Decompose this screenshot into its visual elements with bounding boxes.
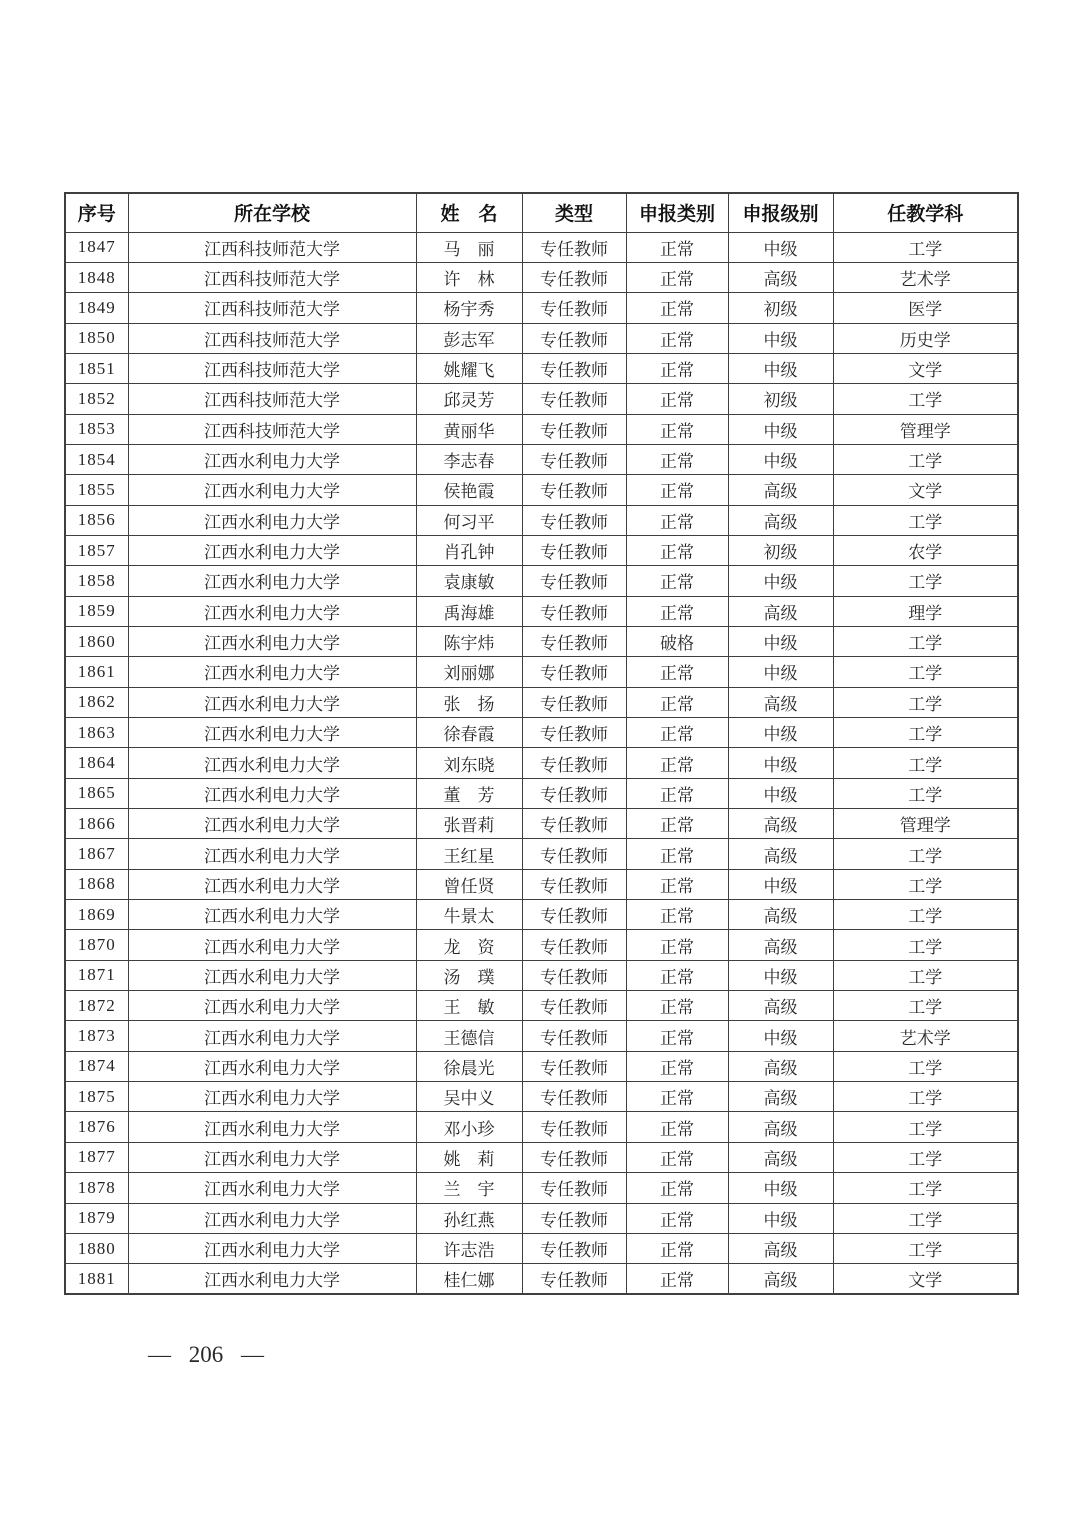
table-row <box>65 414 1018 444</box>
cell-name: 龙 资 <box>416 930 522 960</box>
cell-subject: 工学 <box>833 1233 1018 1263</box>
table-row <box>65 1203 1018 1233</box>
cell-index: 1881 <box>65 1264 128 1294</box>
cell-level: 中级 <box>728 323 833 353</box>
cell-subject: 农学 <box>833 535 1018 565</box>
cell-school: 江西水利电力大学 <box>128 626 416 656</box>
cell-level: 高级 <box>728 1233 833 1263</box>
table-row <box>65 657 1018 687</box>
cell-type: 专任教师 <box>522 991 626 1021</box>
cell-category: 正常 <box>626 809 728 839</box>
cell-school: 江西水利电力大学 <box>128 1112 416 1142</box>
cell-subject: 工学 <box>833 1173 1018 1203</box>
cell-subject: 理学 <box>833 596 1018 626</box>
cell-category: 正常 <box>626 1173 728 1203</box>
cell-subject: 工学 <box>833 718 1018 748</box>
cell-index: 1852 <box>65 384 128 414</box>
cell-subject: 工学 <box>833 444 1018 474</box>
cell-category: 正常 <box>626 991 728 1021</box>
cell-subject: 文学 <box>833 1264 1018 1294</box>
cell-type: 专任教师 <box>522 232 626 262</box>
cell-name: 牛景太 <box>416 900 522 930</box>
cell-index: 1850 <box>65 323 128 353</box>
cell-level: 初级 <box>728 384 833 414</box>
cell-type: 专任教师 <box>522 384 626 414</box>
table-row <box>65 1173 1018 1203</box>
cell-type: 专任教师 <box>522 626 626 656</box>
cell-category: 正常 <box>626 262 728 292</box>
table-row <box>65 353 1018 383</box>
cell-level: 高级 <box>728 596 833 626</box>
table-row <box>65 505 1018 535</box>
cell-category: 破格 <box>626 626 728 656</box>
teacher-roster-table <box>64 192 1019 1295</box>
cell-school: 江西水利电力大学 <box>128 900 416 930</box>
cell-name: 杨宇秀 <box>416 293 522 323</box>
table-row <box>65 535 1018 565</box>
cell-name: 彭志军 <box>416 323 522 353</box>
cell-level: 高级 <box>728 1082 833 1112</box>
cell-level: 高级 <box>728 900 833 930</box>
cell-category: 正常 <box>626 232 728 262</box>
cell-category: 正常 <box>626 839 728 869</box>
cell-subject: 工学 <box>833 778 1018 808</box>
cell-index: 1864 <box>65 748 128 778</box>
cell-level: 高级 <box>728 930 833 960</box>
cell-school: 江西水利电力大学 <box>128 930 416 960</box>
cell-index: 1875 <box>65 1082 128 1112</box>
cell-school: 江西水利电力大学 <box>128 505 416 535</box>
table-header-row <box>65 193 1018 232</box>
cell-school: 江西水利电力大学 <box>128 778 416 808</box>
table-row <box>65 839 1018 869</box>
cell-category: 正常 <box>626 323 728 353</box>
table-row <box>65 262 1018 292</box>
cell-type: 专任教师 <box>522 414 626 444</box>
cell-name: 何习平 <box>416 505 522 535</box>
cell-name: 徐晨光 <box>416 1051 522 1081</box>
table-row <box>65 1051 1018 1081</box>
cell-school: 江西水利电力大学 <box>128 687 416 717</box>
cell-index: 1868 <box>65 869 128 899</box>
cell-name: 邱灵芳 <box>416 384 522 414</box>
table-row <box>65 566 1018 596</box>
cell-school: 江西水利电力大学 <box>128 596 416 626</box>
cell-subject: 工学 <box>833 384 1018 414</box>
cell-level: 中级 <box>728 748 833 778</box>
column-header-category: 申报类别 <box>626 193 728 232</box>
cell-category: 正常 <box>626 1142 728 1172</box>
cell-name: 桂仁娜 <box>416 1264 522 1294</box>
table-row <box>65 718 1018 748</box>
cell-subject: 工学 <box>833 657 1018 687</box>
cell-name: 王德信 <box>416 1021 522 1051</box>
cell-level: 高级 <box>728 839 833 869</box>
cell-type: 专任教师 <box>522 869 626 899</box>
cell-type: 专任教师 <box>522 1051 626 1081</box>
cell-name: 兰 宇 <box>416 1173 522 1203</box>
cell-category: 正常 <box>626 900 728 930</box>
cell-school: 江西水利电力大学 <box>128 869 416 899</box>
cell-subject: 医学 <box>833 293 1018 323</box>
cell-category: 正常 <box>626 1233 728 1263</box>
cell-level: 中级 <box>728 1021 833 1051</box>
cell-index: 1866 <box>65 809 128 839</box>
table-row <box>65 232 1018 262</box>
cell-level: 高级 <box>728 505 833 535</box>
cell-category: 正常 <box>626 718 728 748</box>
column-header-subject: 任教学科 <box>833 193 1018 232</box>
cell-school: 江西水利电力大学 <box>128 657 416 687</box>
cell-type: 专任教师 <box>522 353 626 383</box>
cell-level: 中级 <box>728 960 833 990</box>
cell-level: 中级 <box>728 566 833 596</box>
cell-subject: 工学 <box>833 930 1018 960</box>
cell-type: 专任教师 <box>522 748 626 778</box>
cell-school: 江西科技师范大学 <box>128 323 416 353</box>
table-row <box>65 1264 1018 1294</box>
cell-subject: 工学 <box>833 687 1018 717</box>
cell-category: 正常 <box>626 687 728 717</box>
cell-category: 正常 <box>626 869 728 899</box>
cell-level: 中级 <box>728 1173 833 1203</box>
cell-school: 江西水利电力大学 <box>128 566 416 596</box>
cell-level: 中级 <box>728 1203 833 1233</box>
cell-subject: 艺术学 <box>833 1021 1018 1051</box>
cell-type: 专任教师 <box>522 444 626 474</box>
cell-type: 专任教师 <box>522 262 626 292</box>
cell-type: 专任教师 <box>522 1021 626 1051</box>
table-row <box>65 778 1018 808</box>
cell-index: 1855 <box>65 475 128 505</box>
table-row <box>65 960 1018 990</box>
cell-type: 专任教师 <box>522 687 626 717</box>
table-row <box>65 444 1018 474</box>
cell-school: 江西水利电力大学 <box>128 718 416 748</box>
cell-category: 正常 <box>626 505 728 535</box>
cell-name: 张晋莉 <box>416 809 522 839</box>
cell-school: 江西水利电力大学 <box>128 1021 416 1051</box>
cell-category: 正常 <box>626 1112 728 1142</box>
cell-type: 专任教师 <box>522 535 626 565</box>
cell-name: 陈宇炜 <box>416 626 522 656</box>
cell-type: 专任教师 <box>522 839 626 869</box>
cell-category: 正常 <box>626 566 728 596</box>
table-row <box>65 809 1018 839</box>
cell-category: 正常 <box>626 1203 728 1233</box>
column-header-school: 所在学校 <box>128 193 416 232</box>
cell-name: 汤 璞 <box>416 960 522 990</box>
cell-type: 专任教师 <box>522 475 626 505</box>
table-row <box>65 1142 1018 1172</box>
cell-index: 1854 <box>65 444 128 474</box>
cell-school: 江西科技师范大学 <box>128 384 416 414</box>
cell-type: 专任教师 <box>522 778 626 808</box>
cell-category: 正常 <box>626 293 728 323</box>
cell-category: 正常 <box>626 1082 728 1112</box>
cell-index: 1872 <box>65 991 128 1021</box>
cell-category: 正常 <box>626 353 728 383</box>
table-row <box>65 626 1018 656</box>
cell-type: 专任教师 <box>522 505 626 535</box>
cell-type: 专任教师 <box>522 1142 626 1172</box>
cell-level: 中级 <box>728 626 833 656</box>
cell-subject: 文学 <box>833 475 1018 505</box>
cell-level: 中级 <box>728 353 833 383</box>
cell-type: 专任教师 <box>522 718 626 748</box>
cell-category: 正常 <box>626 444 728 474</box>
cell-name: 侯艳霞 <box>416 475 522 505</box>
cell-index: 1871 <box>65 960 128 990</box>
cell-index: 1853 <box>65 414 128 444</box>
table-row <box>65 1112 1018 1142</box>
roster-table-container <box>64 192 1017 1295</box>
cell-level: 中级 <box>728 718 833 748</box>
cell-category: 正常 <box>626 1264 728 1294</box>
cell-school: 江西水利电力大学 <box>128 535 416 565</box>
table-row <box>65 293 1018 323</box>
cell-level: 中级 <box>728 869 833 899</box>
cell-level: 中级 <box>728 444 833 474</box>
cell-category: 正常 <box>626 960 728 990</box>
cell-subject: 工学 <box>833 232 1018 262</box>
cell-type: 专任教师 <box>522 960 626 990</box>
cell-name: 张 扬 <box>416 687 522 717</box>
cell-school: 江西水利电力大学 <box>128 1173 416 1203</box>
cell-school: 江西科技师范大学 <box>128 414 416 444</box>
cell-subject: 工学 <box>833 900 1018 930</box>
cell-subject: 文学 <box>833 353 1018 383</box>
table-row <box>65 930 1018 960</box>
cell-school: 江西科技师范大学 <box>128 293 416 323</box>
cell-type: 专任教师 <box>522 1233 626 1263</box>
table-row <box>65 596 1018 626</box>
cell-index: 1880 <box>65 1233 128 1263</box>
cell-name: 董 芳 <box>416 778 522 808</box>
table-row <box>65 869 1018 899</box>
cell-category: 正常 <box>626 657 728 687</box>
cell-school: 江西科技师范大学 <box>128 262 416 292</box>
cell-school: 江西水利电力大学 <box>128 809 416 839</box>
cell-name: 吴中义 <box>416 1082 522 1112</box>
cell-name: 王红星 <box>416 839 522 869</box>
cell-category: 正常 <box>626 930 728 960</box>
cell-school: 江西水利电力大学 <box>128 475 416 505</box>
cell-subject: 工学 <box>833 566 1018 596</box>
cell-level: 高级 <box>728 1142 833 1172</box>
cell-index: 1848 <box>65 262 128 292</box>
cell-level: 高级 <box>728 262 833 292</box>
cell-index: 1849 <box>65 293 128 323</box>
cell-subject: 工学 <box>833 505 1018 535</box>
cell-subject: 工学 <box>833 748 1018 778</box>
cell-subject: 管理学 <box>833 809 1018 839</box>
cell-index: 1869 <box>65 900 128 930</box>
page-number: — 206 — <box>148 1342 264 1367</box>
cell-subject: 工学 <box>833 839 1018 869</box>
cell-level: 高级 <box>728 1112 833 1142</box>
cell-level: 高级 <box>728 1264 833 1294</box>
cell-level: 中级 <box>728 232 833 262</box>
cell-index: 1856 <box>65 505 128 535</box>
cell-index: 1859 <box>65 596 128 626</box>
cell-level: 初级 <box>728 293 833 323</box>
cell-school: 江西水利电力大学 <box>128 1082 416 1112</box>
cell-index: 1877 <box>65 1142 128 1172</box>
cell-school: 江西水利电力大学 <box>128 960 416 990</box>
table-row <box>65 323 1018 353</box>
table-row <box>65 475 1018 505</box>
cell-school: 江西科技师范大学 <box>128 353 416 383</box>
cell-subject: 工学 <box>833 1142 1018 1172</box>
cell-name: 黄丽华 <box>416 414 522 444</box>
table-row <box>65 991 1018 1021</box>
cell-name: 姚 莉 <box>416 1142 522 1172</box>
table-row <box>65 1233 1018 1263</box>
cell-level: 中级 <box>728 778 833 808</box>
cell-type: 专任教师 <box>522 1082 626 1112</box>
table-row <box>65 900 1018 930</box>
cell-index: 1847 <box>65 232 128 262</box>
table-row <box>65 748 1018 778</box>
column-header-index: 序号 <box>65 193 128 232</box>
cell-name: 肖孔钟 <box>416 535 522 565</box>
cell-index: 1870 <box>65 930 128 960</box>
cell-index: 1874 <box>65 1051 128 1081</box>
cell-school: 江西水利电力大学 <box>128 1264 416 1294</box>
cell-index: 1876 <box>65 1112 128 1142</box>
cell-name: 徐春霞 <box>416 718 522 748</box>
cell-category: 正常 <box>626 1021 728 1051</box>
cell-name: 王 敏 <box>416 991 522 1021</box>
cell-type: 专任教师 <box>522 293 626 323</box>
cell-school: 江西水利电力大学 <box>128 1142 416 1172</box>
cell-level: 初级 <box>728 535 833 565</box>
cell-level: 高级 <box>728 475 833 505</box>
cell-category: 正常 <box>626 475 728 505</box>
cell-level: 中级 <box>728 657 833 687</box>
cell-type: 专任教师 <box>522 1203 626 1233</box>
cell-subject: 工学 <box>833 869 1018 899</box>
cell-index: 1873 <box>65 1021 128 1051</box>
cell-name: 姚耀飞 <box>416 353 522 383</box>
cell-type: 专任教师 <box>522 1173 626 1203</box>
cell-subject: 工学 <box>833 1082 1018 1112</box>
cell-category: 正常 <box>626 414 728 444</box>
cell-subject: 工学 <box>833 626 1018 656</box>
cell-type: 专任教师 <box>522 596 626 626</box>
cell-name: 刘丽娜 <box>416 657 522 687</box>
cell-subject: 艺术学 <box>833 262 1018 292</box>
cell-level: 高级 <box>728 1051 833 1081</box>
cell-index: 1865 <box>65 778 128 808</box>
cell-index: 1879 <box>65 1203 128 1233</box>
cell-index: 1858 <box>65 566 128 596</box>
cell-level: 中级 <box>728 414 833 444</box>
cell-name: 许志浩 <box>416 1233 522 1263</box>
cell-school: 江西水利电力大学 <box>128 1203 416 1233</box>
cell-name: 刘东晓 <box>416 748 522 778</box>
cell-type: 专任教师 <box>522 1264 626 1294</box>
cell-school: 江西水利电力大学 <box>128 1051 416 1081</box>
cell-level: 高级 <box>728 809 833 839</box>
cell-subject: 工学 <box>833 991 1018 1021</box>
cell-subject: 工学 <box>833 1112 1018 1142</box>
column-header-type: 类型 <box>522 193 626 232</box>
cell-index: 1862 <box>65 687 128 717</box>
cell-level: 高级 <box>728 991 833 1021</box>
cell-subject: 工学 <box>833 1051 1018 1081</box>
cell-index: 1857 <box>65 535 128 565</box>
cell-name: 马 丽 <box>416 232 522 262</box>
table-row <box>65 1082 1018 1112</box>
cell-category: 正常 <box>626 748 728 778</box>
cell-type: 专任教师 <box>522 657 626 687</box>
cell-name: 孙红燕 <box>416 1203 522 1233</box>
cell-subject: 管理学 <box>833 414 1018 444</box>
cell-type: 专任教师 <box>522 930 626 960</box>
cell-school: 江西水利电力大学 <box>128 1233 416 1263</box>
cell-subject: 工学 <box>833 1203 1018 1233</box>
cell-index: 1863 <box>65 718 128 748</box>
cell-name: 袁康敏 <box>416 566 522 596</box>
cell-index: 1861 <box>65 657 128 687</box>
cell-category: 正常 <box>626 384 728 414</box>
column-header-name: 姓 名 <box>416 193 522 232</box>
cell-category: 正常 <box>626 778 728 808</box>
cell-index: 1851 <box>65 353 128 383</box>
cell-type: 专任教师 <box>522 323 626 353</box>
table-row <box>65 384 1018 414</box>
cell-index: 1878 <box>65 1173 128 1203</box>
cell-type: 专任教师 <box>522 809 626 839</box>
cell-subject: 工学 <box>833 960 1018 990</box>
cell-school: 江西水利电力大学 <box>128 991 416 1021</box>
table-row <box>65 1021 1018 1051</box>
table-row <box>65 687 1018 717</box>
cell-level: 高级 <box>728 687 833 717</box>
cell-school: 江西水利电力大学 <box>128 444 416 474</box>
cell-name: 邓小珍 <box>416 1112 522 1142</box>
cell-name: 许 林 <box>416 262 522 292</box>
cell-category: 正常 <box>626 596 728 626</box>
cell-name: 李志春 <box>416 444 522 474</box>
cell-type: 专任教师 <box>522 1112 626 1142</box>
cell-name: 曾任贤 <box>416 869 522 899</box>
cell-school: 江西水利电力大学 <box>128 839 416 869</box>
cell-category: 正常 <box>626 1051 728 1081</box>
cell-subject: 历史学 <box>833 323 1018 353</box>
cell-index: 1860 <box>65 626 128 656</box>
cell-school: 江西科技师范大学 <box>128 232 416 262</box>
cell-school: 江西水利电力大学 <box>128 748 416 778</box>
cell-type: 专任教师 <box>522 566 626 596</box>
cell-category: 正常 <box>626 535 728 565</box>
cell-type: 专任教师 <box>522 900 626 930</box>
cell-index: 1867 <box>65 839 128 869</box>
cell-name: 禹海雄 <box>416 596 522 626</box>
column-header-level: 申报级别 <box>728 193 833 232</box>
